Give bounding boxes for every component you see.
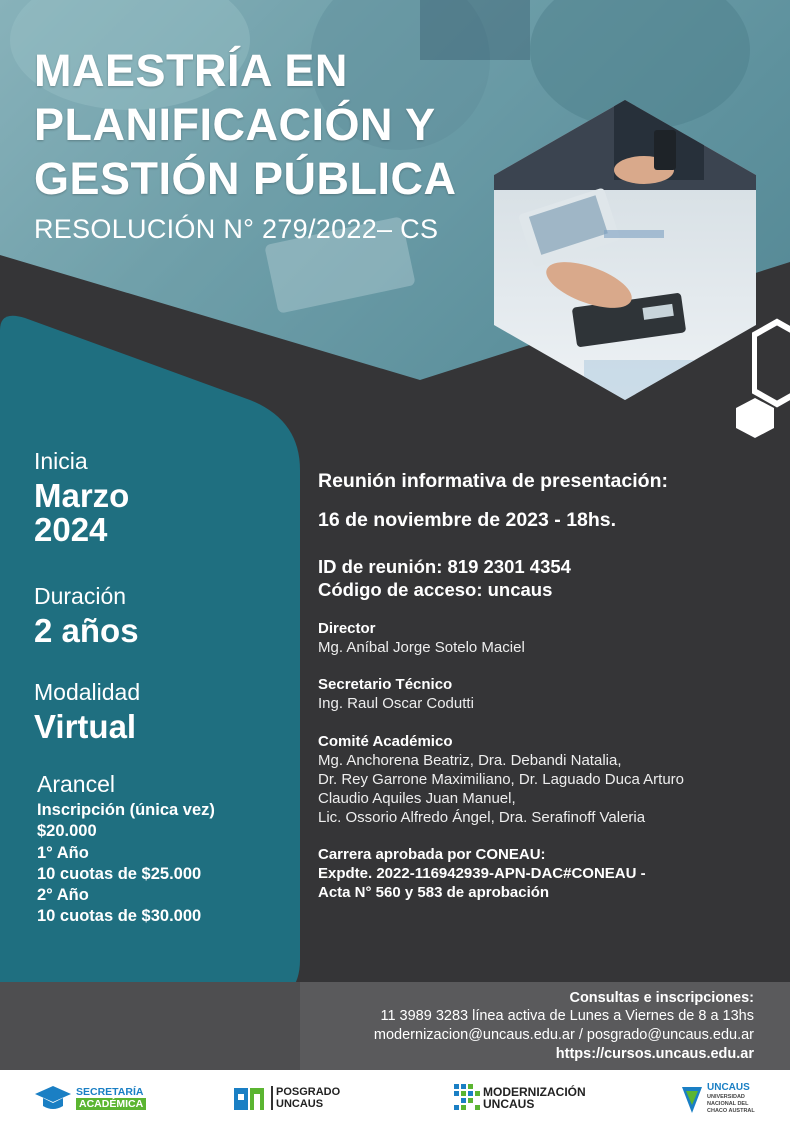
logo-text: UNIVERSIDAD	[707, 1094, 745, 1100]
contact-title: Consultas e inscripciones:	[569, 990, 754, 1006]
director-label: Director	[318, 620, 376, 637]
hexagon-small-decor	[733, 396, 777, 440]
logo-text: POSGRADO	[276, 1086, 341, 1098]
committee-line: Lic. Ossorio Alfredo Ángel, Dra. Serafinoff Valeria	[318, 809, 646, 826]
page-title	[34, 44, 457, 206]
secretary-name: Ing. Raul Oscar Codutti	[318, 695, 474, 712]
fee-line: 10 cuotas de $30.000	[37, 907, 202, 925]
committee-line: Dr. Rey Garrone Maximiliano, Dr. Laguado Duca Arturo	[318, 771, 684, 788]
committee-line: Mg. Anchorena Beatriz, Dra. Debandi Natalia,	[318, 752, 622, 769]
hexagon-outline-decor	[752, 318, 790, 408]
logos-strip	[0, 1070, 790, 1129]
duration-label: Duración	[34, 583, 127, 609]
director-name: Mg. Aníbal Jorge Sotelo Maciel	[318, 639, 525, 656]
logo-text: MODERNIZACIÓN	[483, 1085, 586, 1099]
mode-value: Virtual	[34, 708, 137, 745]
title-line-1: MAESTRÍA EN	[34, 45, 348, 96]
coneau-line: Carrera aprobada por CONEAU:	[318, 846, 546, 863]
fee-line: 10 cuotas de $25.000	[37, 865, 202, 883]
logo-secretaria-academica	[34, 1084, 146, 1112]
logo-uncaus	[680, 1082, 755, 1115]
contact-phone: 11 3989 3283 línea activa de Lunes a Viernes de 8 a 13hs	[380, 1008, 754, 1024]
logo-text: ACADÉMICA	[76, 1098, 146, 1110]
fee-line: $20.000	[37, 822, 97, 840]
coneau-line: Acta N° 560 y 583 de aprobación	[318, 884, 550, 901]
coneau-line: Expdte. 2022-116942939-APN-DAC#CONEAU -	[318, 865, 646, 882]
meeting-id: ID de reunión: 819 2301 4354	[318, 556, 571, 577]
posgrado-mark-icon	[232, 1082, 268, 1114]
logo-text: UNCAUS	[483, 1097, 535, 1111]
fee-line: 1° Año	[37, 844, 89, 862]
fee-line: Inscripción (única vez)	[37, 801, 215, 819]
uncaus-mark-icon	[680, 1083, 704, 1115]
logo-text: NACIONAL DEL	[707, 1101, 749, 1107]
resolution-text: RESOLUCIÓN N° 279/2022– CS	[34, 214, 439, 244]
meeting-title: Reunión informativa de presentación:	[318, 470, 668, 492]
duration-value: 2 años	[34, 612, 139, 649]
start-month: Marzo	[34, 477, 130, 514]
committee-line: Claudio Aquiles Juan Manuel,	[318, 790, 516, 807]
logo-text: CHACO AUSTRAL	[707, 1108, 755, 1114]
title-line-2: PLANIFICACIÓN Y	[34, 99, 436, 150]
fee-label: Arancel	[37, 771, 115, 797]
graduation-cap-icon	[34, 1084, 72, 1112]
committee-label: Comité Académico	[318, 733, 453, 750]
meeting-date: 16 de noviembre de 2023 - 18hs.	[318, 509, 617, 531]
start-label: Inicia	[34, 448, 88, 474]
title-line-3: GESTIÓN PÚBLICA	[34, 153, 457, 204]
mode-label: Modalidad	[34, 679, 141, 705]
contact-url[interactable]: https://cursos.uncaus.edu.ar	[555, 1046, 754, 1062]
office-meeting-photo	[494, 100, 756, 400]
logo-text: UNCAUS	[707, 1082, 750, 1093]
pixel-grid-icon	[454, 1084, 480, 1112]
logo-text: UNCAUS	[276, 1098, 324, 1110]
logo-text: SECRETARÍA	[76, 1086, 144, 1098]
logo-modernizacion	[454, 1084, 586, 1112]
secretary-label: Secretario Técnico	[318, 676, 453, 693]
meeting-code: Código de acceso: uncaus	[318, 579, 553, 600]
start-year: 2024	[34, 511, 108, 548]
contact-emails[interactable]: modernizacion@uncaus.edu.ar / posgrado@uncaus.edu.ar	[373, 1027, 754, 1043]
fee-line: 2° Año	[37, 886, 89, 904]
logo-posgrado	[232, 1082, 340, 1114]
